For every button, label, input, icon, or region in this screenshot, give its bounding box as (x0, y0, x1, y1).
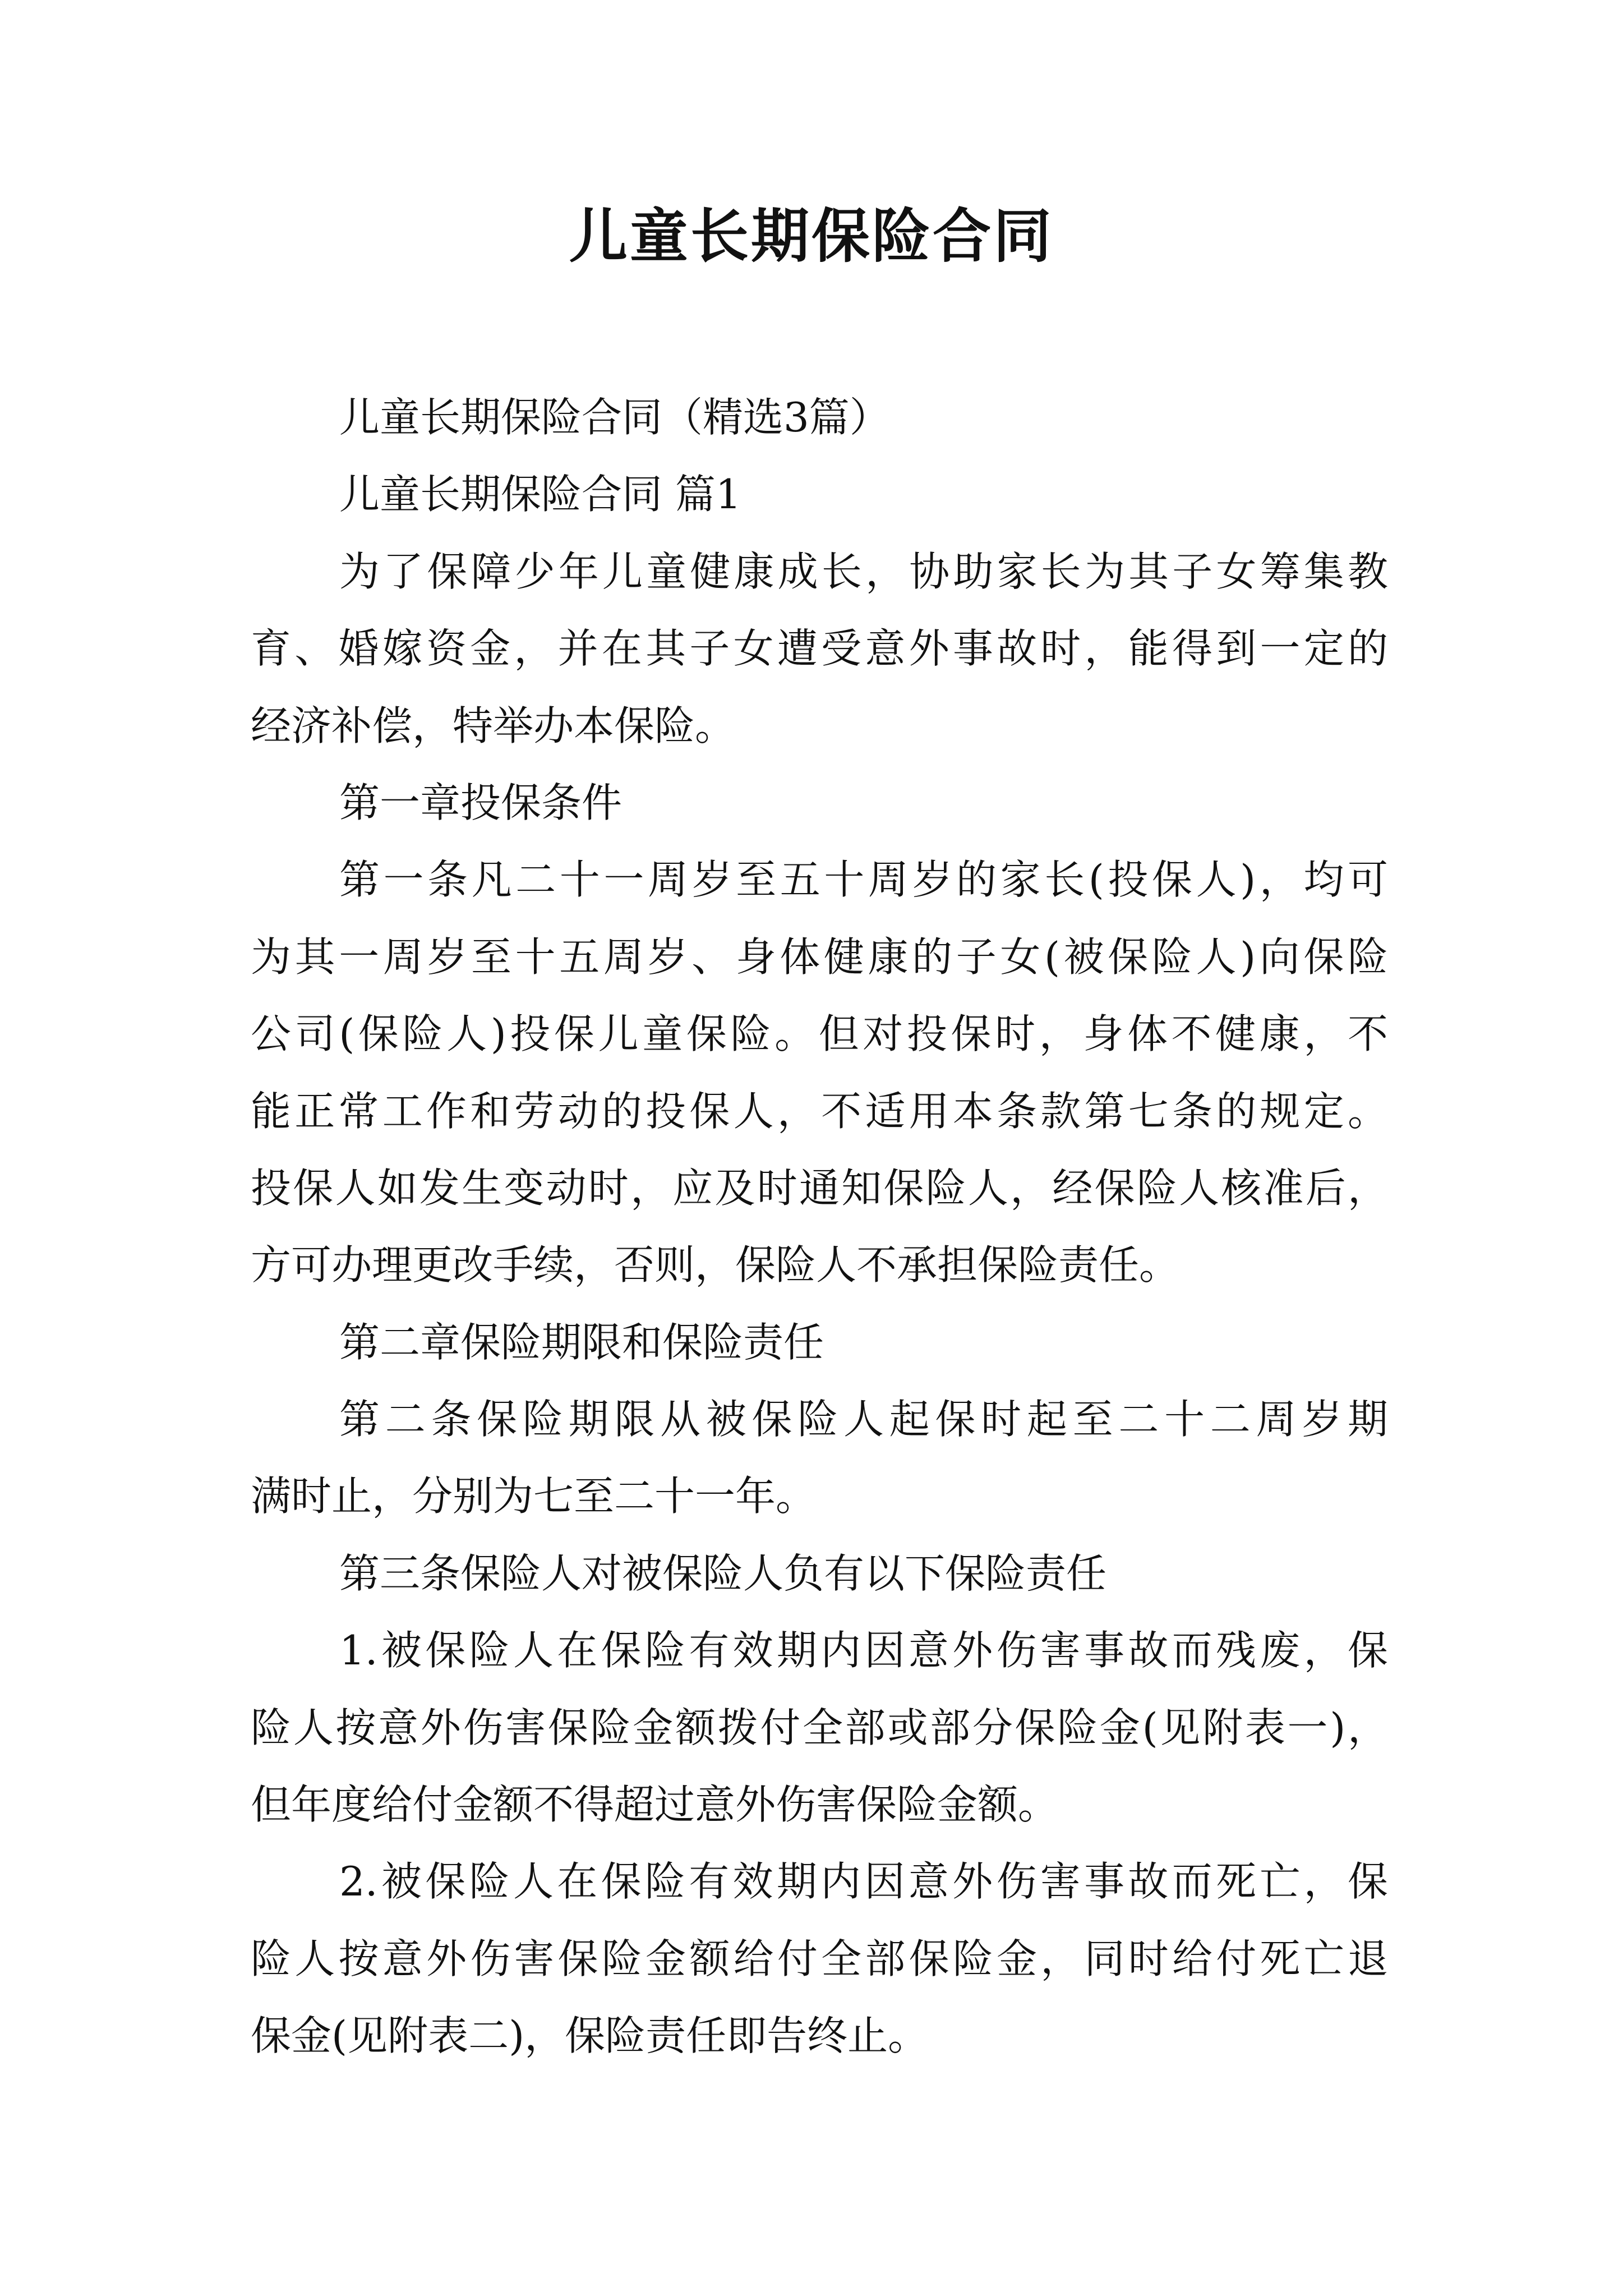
text-line: 投保人如发生变动时，应及时通知保险人，经保险人核准后， (251, 1164, 1388, 1212)
chapter-heading (251, 765, 1388, 841)
text-line: 能正常工作和劳动的投保人，不适用本条款第七条的规定。 (251, 1087, 1388, 1135)
text-line: 保金(见附表二)，保险责任即告终止。 (251, 2012, 929, 2060)
text-line: 经济补偿，特举办本保险。 (251, 702, 736, 749)
text-line: 第三条保险人对被保险人负有以下保险责任 (339, 1549, 1107, 1597)
text-line: 2.被保险人在保险有效期内因意外伤害事故而死亡，保 (339, 1858, 1388, 1906)
list-item-paragraph (251, 1612, 1388, 1843)
text-line: 方可办理更改手续，否则，保险人不承担保险责任。 (251, 1241, 1180, 1289)
article-paragraph (251, 1381, 1388, 1535)
part-heading (251, 456, 1388, 533)
document-body (251, 379, 1388, 2075)
text-line: 险人按意外伤害保险金额给付全部保险金，同时给付死亡退 (251, 1935, 1388, 1982)
chapter-heading (251, 1304, 1388, 1381)
article-paragraph (251, 841, 1388, 1304)
text-line: 但年度给付金额不得超过意外伤害保险金额。 (251, 1781, 1059, 1829)
list-item-paragraph (251, 1843, 1388, 2074)
document-title: 儿童长期保险合同 (569, 201, 1054, 270)
intro-paragraph (251, 533, 1388, 765)
text-line: 育、婚嫁资金，并在其子女遭受意外事故时，能得到一定的 (251, 625, 1388, 673)
collection-heading (251, 379, 1388, 456)
text-line: 第一章投保条件 (339, 779, 623, 826)
text-line: 儿童长期保险合同 篇1 (339, 471, 741, 518)
text-line: 为了保障少年儿童健康成长，协助家长为其子女筹集教 (339, 547, 1388, 595)
text-line: 1.被保险人在保险有效期内因意外伤害事故而残废，保 (339, 1627, 1388, 1674)
text-line: 儿童长期保险合同（精选3篇） (339, 394, 890, 441)
text-line: 公司(保险人)投保儿童保险。但对投保时，身体不健康，不 (251, 1010, 1388, 1058)
text-line: 为其一周岁至十五周岁、身体健康的子女(被保险人)向保险 (251, 933, 1388, 981)
text-line: 险人按意外伤害保险金额拨付全部或部分保险金(见附表一)， (251, 1704, 1388, 1751)
text-line: 第二章保险期限和保险责任 (339, 1318, 824, 1366)
text-line: 第一条凡二十一周岁至五十周岁的家长(投保人)，均可 (339, 856, 1388, 904)
article-paragraph (251, 1535, 1388, 1612)
text-line: 满时止，分别为七至二十一年。 (251, 1473, 817, 1520)
text-line: 第二条保险期限从被保险人起保时起至二十二周岁期 (339, 1396, 1388, 1443)
